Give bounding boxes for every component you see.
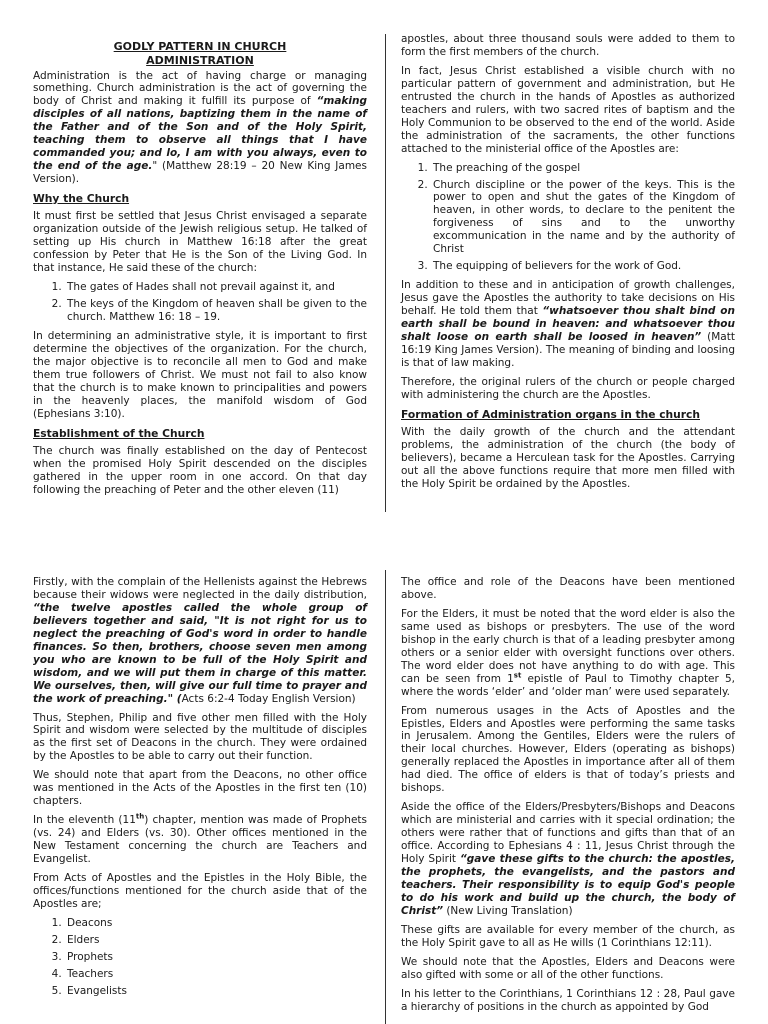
formation-paragraph: With the daily growth of the church and the attendant problems, the administration of the church (the body of believers), became a Herculean task for the Apostles. Carrying out all the above functions require that more men filled with the Holy Spirit be ordained by the Apostles.: [401, 425, 735, 490]
heading-establishment: Establishment of the Church: [33, 426, 205, 440]
continuation-paragraph: apostles, about three thousand souls were added to them to form the first members of the church.: [401, 33, 735, 58]
fact-paragraph: In fact, Jesus Christ established a visible church with no particular pattern of government and administration, but He entrusted the church in the hands of Apostles as authorized teachers and rulers, with two sacred rites of baptism and the Holy Communion to be observed to the end of the world. Aside the administration of the sacraments, the other functions attached to the ministerial office of the Apostles are:: [401, 64, 735, 155]
gifts-paragraph: These gifts are available for every member of the church, as the Holy Spirit gave to all as He wills (1 Corinthians 12:11).: [401, 923, 735, 949]
list-item: 1. The gates of Hades shall not prevail against it, and: [65, 281, 367, 294]
church-promises-list: [33, 281, 367, 324]
deacons-office-paragraph: The office and role of the Deacons have been mentioned above.: [401, 576, 735, 601]
page1-right-column: [401, 33, 735, 497]
firstly-paragraph: Firstly, with the complain of the Hellenists against the Hebrews because their widows were neglected in the daily distribution, “the twelve apostles called the whole group of believers together and said, "It is not right for us to neglect the preaching of God's word in order to handle finances. So then, brothers, choose seven men among you who are known to be full of the Holy Spirit and wisdom, and we will put them in charge of this matter. We ourselves, then, will give our full time to prayer and the work of preaching." (Acts 6:2-4 Today English Version): [33, 576, 367, 705]
heading-formation: Formation of Administration organs in the church: [401, 407, 700, 421]
list-item: 3. Prophets: [65, 951, 367, 964]
therefore-paragraph: Therefore, the original rulers of the church or people charged with administering the church are the Apostles.: [401, 375, 735, 401]
list-item: 1. Deacons: [65, 917, 367, 930]
page2-left-column: [33, 576, 367, 1004]
list-item: 3. The equipping of believers for the work of God.: [431, 260, 735, 273]
apostle-functions-list: [401, 162, 735, 274]
addition-paragraph: In addition to these and in anticipation of growth challenges, Jesus gave the Apostles the authority to take decisions on His behalf. He told them that “whatsoever thou shalt bind on earth shall be bound in heaven: and whatsoever thou shalt loose on earth shall be loosed in heaven” (Matt 16:19 King James Version). The meaning of binding and loosing is that of law making.: [401, 279, 735, 369]
thus-paragraph: Thus, Stephen, Philip and five other men filled with the Holy Spirit and wisdom were selected by the multitude of disciples as the first set of Deacons in the church. They were ordained by the Apostles to be able to carry out their function.: [33, 711, 367, 763]
establishment-paragraph: The church was finally established on the day of Pentecost when the promised Holy Spirit descended on the disciples gathered in the upper room in one accord. On that day following the preaching of Peter and the other eleven (11): [33, 444, 367, 496]
list-item: 5. Evangelists: [65, 985, 367, 998]
list-item: 2. The keys of the Kingdom of heaven shall be given to the church. Matthew 16: 18 – 19.: [65, 298, 367, 324]
usage-paragraph: From numerous usages in the Acts of Apostles and the Epistles, Elders and Apostles were performing the same tasks in Jerusalem. Among the Gentiles, Elders were the rulers of their local churches. However, Elders (operating as bishops) generally replaced the Apostles in importance after all of them had died. The office of elders is that of today’s priests and bishops.: [401, 704, 735, 795]
list-item: 1. The preaching of the gospel: [431, 162, 735, 175]
offices-paragraph: From Acts of Apostles and the Epistles in the Holy Bible, the offices/functions mentioned for the church aside that of the Apostles are;: [33, 872, 367, 910]
column-divider: [385, 34, 386, 512]
list-item: 4. Teachers: [65, 968, 367, 981]
page-title: GODLY PATTERN IN CHURCH ADMINISTRATION: [113, 40, 287, 67]
apostles-gifted-paragraph: We should note that the Apostles, Elders and Deacons were also gifted with some or all of the other functions.: [401, 955, 735, 981]
list-item: 2. Church discipline or the power of the keys. This is the power to open and shut the gates of the Kingdom of heaven, in other words, to declare to the penitent the forgiveness of sins and to the unworthy excommunication in the name and by the authority of Christ: [431, 179, 735, 257]
intro-paragraph: Administration is the act of having charge or managing something. Church administration is the act of governing the body of Christ and making it fulfill its purpose of “making disciples of all nations, baptizing them in the name of the Father and of the Son and of the Holy Spirit, teaching them to observe all things that I have commanded you; and lo, I am with you always, even to the end of the age." (Matthew 28:19 – 20 New King James Version).: [33, 69, 367, 186]
note-paragraph: We should note that apart from the Deacons, no other office was mentioned in the Acts of the Apostles in the first ten (10) chapters.: [33, 769, 367, 808]
why-paragraph: It must first be settled that Jesus Christ envisaged a separate organization outside of the Jewish religious setup. He talked of setting up His church in Matthew 16:18 after the great confession by Peter that He is the Son of the Living God. In that instance, He said these of the church:: [33, 210, 367, 275]
column-divider: [385, 570, 386, 1024]
corinthians-paragraph: In his letter to the Corinthians, 1 Corinthians 12 : 28, Paul gave a hierarchy of positions in the church as appointed by God: [401, 987, 735, 1013]
page1-left-column: [33, 40, 367, 503]
aside-paragraph: Aside the office of the Elders/Presbyters/Bishops and Deacons which are ministerial and carries with it special ordination; the others were rather that of functions and gifts than that of an office. According to Ephesians 4 : 11, Jesus Christ through the Holy Spirit “gave these gifts to the church: the apostles, the prophets, the evangelists, and the pastors and teachers. Their responsibility is to equip God's people to do his work and build up the church, the body of Christ” (New Living Translation): [401, 801, 735, 917]
admin-style-paragraph: In determining an administrative style, it is important to first determine the objectives of the organization. For the church, the major objective is to reconcile all men to God and make them true followers of Christ. We must not fail to also know that the church is to make known to principalities and powers in the heavenly places, the manifold wisdom of God (Ephesians 3:10).: [33, 329, 367, 420]
elders-paragraph: For the Elders, it must be noted that the word elder is also the same used as bishops or presbyters. The use of the word bishop in the early church is that of a leading presbyter among others or a senior elder with oversight functions over others. The word elder does not have anything to do with age. This can be seen from 1st epistle of Paul to Timothy chapter 5, where the words ‘elder’ and ‘older man’ were used separately.: [401, 607, 736, 698]
eleventh-paragraph: In the eleventh (11th) chapter, mention was made of Prophets (vs. 24) and Elders (vs. 30). Other offices mentioned in the New Testament concerning the church are Teachers and Evangelist.: [33, 812, 367, 866]
offices-list: [33, 917, 367, 998]
page2-right-column: [401, 576, 735, 1020]
heading-why-church: Why the Church: [33, 192, 130, 206]
list-item: 2. Elders: [65, 934, 367, 947]
